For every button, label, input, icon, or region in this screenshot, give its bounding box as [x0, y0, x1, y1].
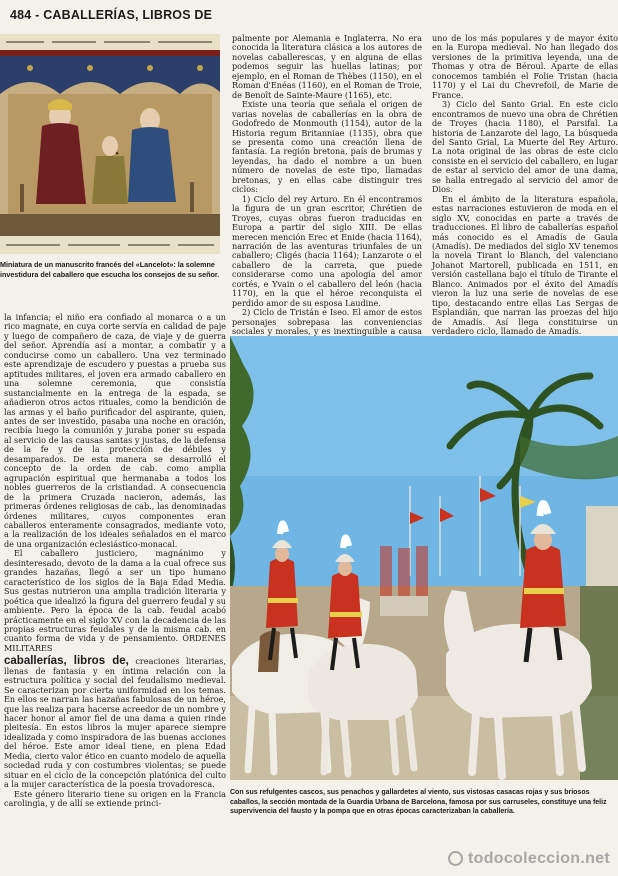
- running-header: 484 - CABALLERÍAS, LIBROS DE: [10, 8, 213, 22]
- mounted-guard-illustration: [230, 336, 618, 780]
- running-title: CABALLERÍAS, LIBROS DE: [43, 8, 213, 22]
- miniature-caption: Miniatura de un manuscrito francés del «Lancelot»: la solemne investidura del caballero que escucha los consejos de su señor.: [0, 260, 220, 279]
- body-paragraph: 2) Ciclo de Tristán e Iseo. El amor de estos personajes sobrepasa las conveniencias sociales y morales, y es inextinguible a causa: [232, 307, 422, 337]
- column-2: [232, 34, 422, 355]
- body-paragraph: El caballero justiciero, magnánimo y desinteresado, devoto de la dama a la cual ofrece sus grandes hazañas, llegó a ser un tipo humano característico de los siglos de la Baja Edad Media. Sus gestas nutrieron una amplia tradición literaria y poética que idealizó la figura del guerrero feudal y su ambiente. Pero la época de la cab. feudal acabó prácticamente en el siglo XV con la decadencia de las propias estructuras feudales y de la misma cab. en cuanto forma de vida y de pensamiento. ÓRDENES MILITARES: [4, 548, 226, 653]
- body-paragraph: 1) Ciclo del rey Arturo. En él encontramos la figura de un gran escritor, Chrétien de Troyes, cuyas obras fueron traducidas en Europa a partir del siglo XIII. De ellas merecen mención Erec et Enide (hacia 1164), narración de las aventuras triunfales de un caballero; Cligés (hacia 1164); Lanzarote o el caballero de la carreta, que puede considerarse como una apología del amor cortés, e Yvain o el caballero del león (hacia 1170), en la que el héroe reconquista el perdido amor de su esposa Laudine.: [232, 193, 422, 308]
- entry-paragraph: caballerías, libros de, creaciones literarias, llenas de fantasía y en íntima relación con la estructura política y social del feudalismo medieval. Se caracterizan por cierta uniformidad en los temas. En ellos se narran las hazañas fabulosas de un héroe, que las realiza para hacerse acreedor de un nombre y hacer honor al amor fiel de una dama a quien rinde pleitesía. En estos libros la mujer aparece siempre idealizada y como inspiradora de las buenas acciones del héroe. Este amor ideal tiene, en plena Edad Media, cierto valor ético en cuanto modelo de aquella sociedad ruda y con costumbres violentas; se puede situar en el ciclo de la concepción platónica del culto a la mujer característica de la poesía trovadoresca.: [4, 655, 226, 790]
- manuscript-miniature-illustration: [0, 34, 220, 254]
- photo-caption: Con sus refulgentes cascos, sus penachos y gallardetes al viento, sus vistosas casacas rojas y sus briosos caballos, la sección montada de la Guardia Urbana de Barcelona, famosa por sus carruseles, constituye una feliz supervivencia del fausto y la pompa que en otras épocas caracterizaban la caballería.: [230, 789, 607, 815]
- manuscript-miniature-image: [0, 34, 220, 254]
- watermark: [448, 850, 610, 868]
- watermark-text: todocoleccion.net: [468, 850, 610, 867]
- entry-title: caballerías, libros de,: [4, 655, 129, 668]
- mounted-guard-photo: [230, 336, 618, 780]
- body-paragraph: 3) Ciclo del Santo Grial. En este ciclo encontramos de nuevo una obra de Chrétien de Troyes (hacia 1180), el Parsifal. La historia de Lanzarote del lago, La búsqueda del Santo Grial, La Muerte del Rey Arturo. La nota original de las obras de este ciclo consiste en el servicio del caballero, en lugar de estar al servicio del amor de una dama, se halla entregado al servicio del amor de Dios.: [432, 99, 618, 195]
- column-3: [432, 34, 618, 337]
- cross-reference: MILITARES: [4, 642, 53, 653]
- body-paragraph: Existe una teoría que señala el origen de varias novelas de caballerías en la obra de Godofredo de Monmouth (1154), autor de la Historia regum Britanniae (1135), obra que se presenta como una creación llena de fantasía. La región bretona, país de brumas y leyendas, ha dado el nombre a un buen número de novelas de este tipo, llamadas bretonas, y en ellas cabe distinguir tres ciclos:: [232, 99, 422, 195]
- body-paragraph: uno de los más populares y de mayor éxito en la Europa medieval. No han llegado dos versiones de la primitiva leyenda, una de Thomas y otra de Béroul. Aparte de ellas conocemos también el Folie Tristan (hacia 1170) y el Lai du Chevrefoil, de Marie de France.: [432, 33, 618, 100]
- body-paragraph: Este género literario tiene su origen en la Francia carolingia, y de allí se extiende princi-: [4, 788, 226, 809]
- circle-mark-icon: [448, 851, 463, 866]
- body-paragraph: palmente por Alemania e Inglaterra. No era conocida la literatura clásica a los autores de novelas caballerescas, y en alguna de ellas podemos seguir las huellas latinas; por ejemplo, en el Roman de Thèbes (1150), en el Roman d'Enéas (1160), en el Roman de Troie, de Benoît de Sainte-Maure (1165), etc.: [232, 33, 422, 100]
- column-1: [4, 313, 226, 809]
- body-paragraph: En el ámbito de la literatura española, estas narraciones estuvieron de moda en el siglo XV, conocidas en parte a través de traducciones. El libro de caballerías español más conocido es el Amadís de Gaula (Amadís). De mediados del siglo XV tenemos la novela Tirant lo Blanch, del valenciano Johanot Martorell, publicada en 1511, en versión castellana bajo el título de Tirante el Blanco. Animados por el éxito del Amadís vieron la luz una serie de novelas de ese tipo, destacando entre ellas Las Sergas de Esplandián, que narran las proezas del hijo de Amadís. Así llega constituirse un verdadero ciclo, llamado de Amadís.: [432, 193, 618, 337]
- cross-reference-prefix: ÓRDENES: [182, 633, 226, 644]
- body-paragraph: la infancia; el niño era confiado al monarca o a un rico magnate, en cuya corte servía en calidad de paje y luego de compañero de caza, de viaje y de guerra del señor. Aprendía así a montar, a combatir y a conducirse como un caballero. Una vez terminado este aprendizaje de escudero y puestas a prueba sus aptitudes militares, el joven era armado caballero en una solemne ceremonia, que consistía sustancialmente en la entrega de la espada, se añadieron otros actos rituales, como la bendición de las armas y el baño purificador del aspirante, quien, antes de ser investido, pasaba una noche en oración, recibía luego la comunión y juraba poner su espada al servicio de las causas santas y justas, de la defensa de la fe y de la protección de débiles y desamparados. De esta manera se desarrolló el concepto de la orden de cab. como amplia agrupación espiritual que hermanaba a todos los nobles guerreros de la cristiandad. A consecuencia de la primera Cruzada nacieron, además, las primeras órdenes religiosas de cab., las denominadas órdenes militares, cuyos componentes eran caballeros enteramente consagrados, mediante voto, a la realización de los ideales señalados en el marco de una organización eclesiástico-monacal.: [4, 312, 226, 549]
- page-number: 484: [10, 8, 32, 22]
